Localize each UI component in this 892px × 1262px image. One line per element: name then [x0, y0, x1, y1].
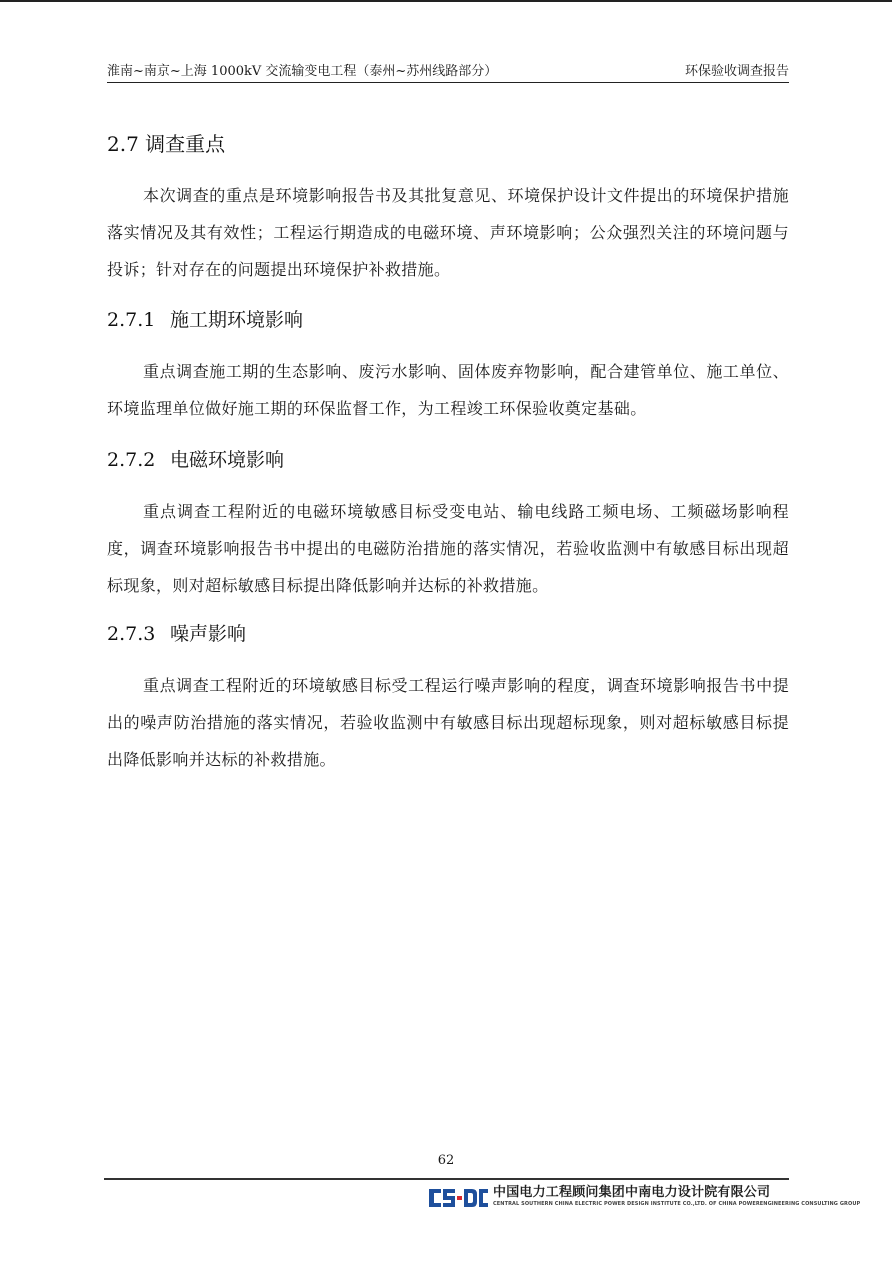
- footer-company-brand: [427, 1184, 861, 1214]
- section-number: 2.7.2: [107, 449, 156, 471]
- section-number: 2.7.1: [107, 309, 156, 331]
- section-title: 电磁环境影响: [170, 449, 285, 471]
- section-2-7-paragraph: 本次调查的重点是环境影响报告书及其批复意见、环境保护设计文件提出的环境保护措施落实情况及其有效性；工程运行期造成的电磁环境、声环境影响；公众强烈关注的环境问题与投诉；针对存在的问题提出环境保护补救措施。: [107, 186, 789, 279]
- section-heading-2-7-3: [107, 620, 246, 648]
- section-heading-2-7-1: [107, 306, 303, 334]
- section-heading-2-7: 2.7 调查重点: [107, 132, 226, 156]
- company-logo-icon: [427, 1186, 489, 1210]
- footer-divider: [104, 1178, 789, 1180]
- page-header: [107, 62, 789, 83]
- section-2-7-1-paragraph: 重点调查施工期的生态影响、废污水影响、固体废弃物影响，配合建管单位、施工单位、环境监理单位做好施工期的环保监督工作，为工程竣工环保验收奠定基础。: [107, 362, 789, 418]
- section-heading-2-7-2: [107, 446, 284, 474]
- company-name-chinese: 中国电力工程顾问集团中南电力设计院有限公司: [493, 1185, 771, 1200]
- section-2-7-3-paragraph: 重点调查工程附近的环境敏感目标受工程运行噪声影响的程度，调查环境影响报告书中提出的噪声防治措施的落实情况，若验收监测中有敏感目标出现超标现象，则对超标敏感目标提出降低影响并达标的补救措施。: [107, 676, 789, 769]
- section-title: 噪声影响: [170, 623, 247, 645]
- company-name-english: CENTRAL SOUTHERN CHINA ELECTRIC POWER DESIGN INSTITUTE CO.,LTD. OF CHINA POWERENGINEERING CONSULTING GROUP: [493, 1201, 861, 1207]
- header-project-title: 淮南~南京~上海 1000kV 交流输变电工程（泰州~苏州线路部分）: [107, 64, 498, 79]
- page-number: 62: [437, 1153, 455, 1168]
- section-number: 2.7.3: [107, 623, 156, 645]
- header-report-type: 环保验收调查报告: [684, 64, 789, 79]
- top-border-line: [0, 0, 892, 2]
- section-title: 施工期环境影响: [170, 309, 304, 331]
- section-2-7-2-paragraph: 重点调查工程附近的电磁环境敏感目标受变电站、输电线路工频电场、工频磁场影响程度，调查环境影响报告书中提出的电磁防治措施的落实情况，若验收监测中有敏感目标出现超标现象，则对超标敏感目标提出降低影响并达标的补救措施。: [107, 502, 789, 595]
